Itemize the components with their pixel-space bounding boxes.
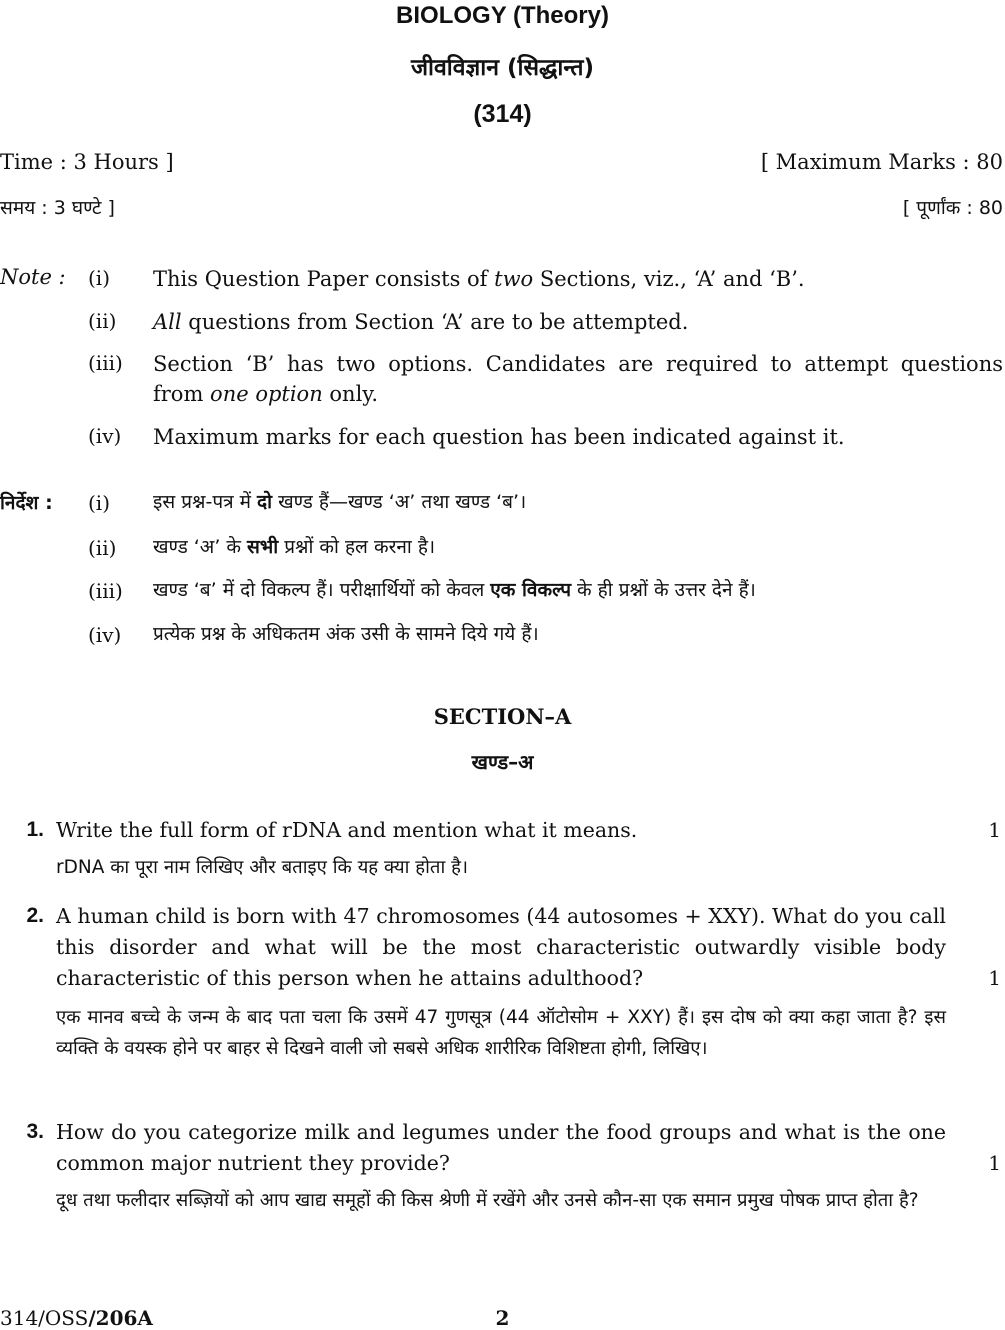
- note-number: (ii): [88, 536, 117, 560]
- note-number: (ii): [88, 309, 117, 333]
- question-number: 3.: [26, 1120, 44, 1143]
- page-number: 2: [495, 1306, 510, 1330]
- note-item: This Question Paper consists of two Sections, viz., ‘A’ and ‘B’.: [153, 267, 805, 291]
- question-text-hindi: एक मानव बच्चे के जन्म के बाद पता चला कि उसमें 47 गुणसूत्र (44 ऑटोसोम + XXY) हैं। इस दोष को क्या कहा जाता है? इस व्यक्ति के वयस्क होने पर बाहर से दिखने वाली जो सबसे अधिक शारीरिक विशिष्टता होगी, लिखिए।: [56, 1007, 946, 1059]
- note-item-hindi: प्रत्येक प्रश्न के अधिकतम अंक उसी के सामने दिये गये हैं।: [153, 623, 539, 645]
- note-item: Section ‘B’ has two options. Candidates are required to attempt questions from one option only.: [153, 352, 1003, 406]
- question-number: 2.: [26, 904, 44, 927]
- note-number: (iv): [88, 424, 122, 448]
- paper-title: BIOLOGY (Theory): [396, 2, 609, 29]
- section-title: SECTION–A: [433, 704, 572, 729]
- question-marks: 1: [988, 1151, 1001, 1175]
- note-number: (i): [88, 266, 111, 290]
- note-label: Note :: [0, 265, 66, 289]
- paper-code: (314): [473, 100, 532, 128]
- question-marks: 1: [988, 966, 1001, 990]
- maximum-marks: [ Maximum Marks : 80: [760, 150, 1003, 174]
- note-number: (i): [88, 491, 111, 515]
- maximum-marks-hindi: [ पूर्णांक : 80: [902, 197, 1003, 219]
- note-number: (iii): [88, 351, 123, 375]
- question-number: 1.: [26, 818, 44, 841]
- question-text-hindi: rDNA का पूरा नाम लिखिए और बताइए कि यह क्या होता है।: [56, 857, 468, 878]
- question-marks: 1: [988, 818, 1001, 842]
- section-title-hindi: खण्ड–अ: [471, 750, 534, 774]
- note-item: Maximum marks for each question has been indicated against it.: [153, 425, 845, 449]
- note-label-hindi: निर्देश :: [0, 492, 53, 514]
- question-text: A human child is born with 47 chromosomes (44 autosomes + XXY). What do you call this disorder and what will be the most characteristic outwardly visible body characteristic of this person when he attains adulthood?: [56, 904, 946, 990]
- paper-title-hindi: जीवविज्ञान (सिद्धान्त): [410, 55, 595, 81]
- question-text: Write the full form of rDNA and mention what it means.: [56, 818, 638, 842]
- time-limit: Time : 3 Hours ]: [0, 150, 174, 174]
- footer-paper-code: 314/OSS/206A: [0, 1306, 153, 1330]
- note-item: All questions from Section ‘A’ are to be attempted.: [153, 310, 689, 334]
- question-text: How do you categorize milk and legumes under the food groups and what is the one common major nutrient they provide?: [56, 1120, 946, 1175]
- note-item-hindi: खण्ड ‘अ’ के सभी प्रश्नों को हल करना है।: [153, 536, 436, 558]
- note-item-hindi: खण्ड ‘ब’ में दो विकल्प हैं। परीक्षार्थियों को केवल एक विकल्प के ही प्रश्नों के उत्तर देने हैं।: [153, 579, 756, 601]
- question-text-hindi: दूध तथा फलीदार सब्ज़ियों को आप खाद्य समूहों की किस श्रेणी में रखेंगे और उनसे कौन-सा एक समान प्रमुख पोषक प्राप्त होता है?: [56, 1190, 919, 1211]
- note-number: (iii): [88, 579, 123, 603]
- note-number: (iv): [88, 623, 122, 647]
- note-item-hindi: इस प्रश्न-पत्र में दो खण्ड हैं—खण्ड ‘अ’ तथा खण्ड ‘ब’।: [153, 491, 527, 513]
- time-limit-hindi: समय : 3 घण्टे ]: [0, 197, 115, 219]
